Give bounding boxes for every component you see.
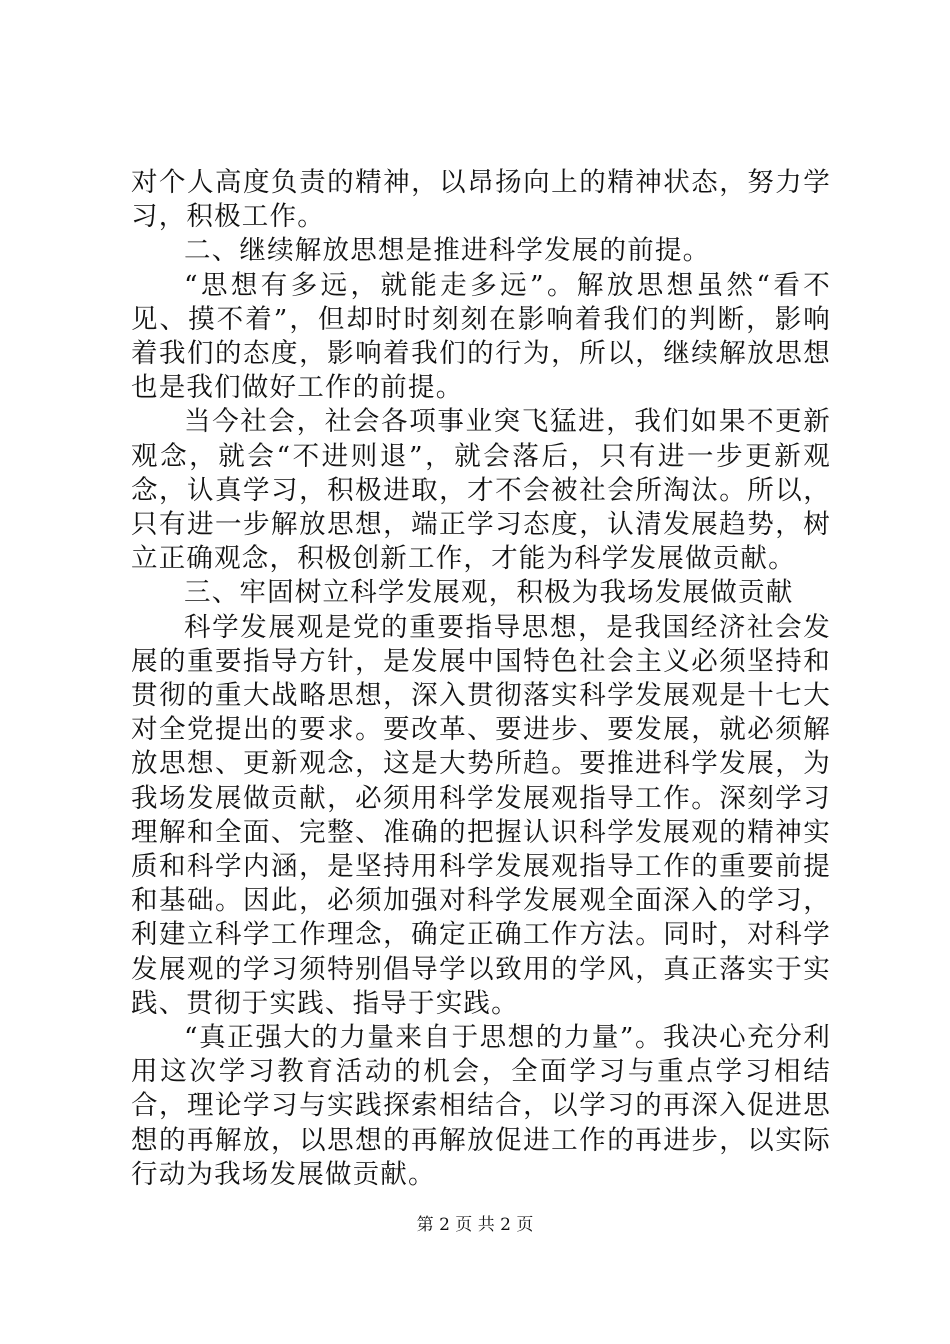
page-footer [0, 1214, 950, 1236]
section-heading-3: 三、牢固树立科学发展观，积极为我场发展做贡献 [184, 577, 794, 609]
paragraph-1: 对个人高度负责的精神，以昂扬向上的精神状态，努力学习，积极工作。 [131, 167, 831, 233]
paragraph-3: “思想有多远，就能走多远”。解放思想虽然“看不见、摸不着”，但却时时刻刻在影响着我们的判断，影响着我们的态度，影响着我们的行为，所以，继续解放思想也是我们做好工作的前提。 [131, 269, 831, 404]
document-body [131, 166, 831, 1192]
paragraph-6: 科学发展观是党的重要指导思想，是我国经济社会发展的重要指导方针，是发展中国特色社会主义必须坚持和贯彻的重大战略思想，深入贯彻落实科学发展观是十七大对全党提出的要求。要改革、要进步、要发展，就必须解放思想、更新观念，这是大势所趋。要推进科学发展，为我场发展做贡献，必须用科学发展观指导工作。深刻学习理解和全面、完整、准确的把握认识科学发展观的精神实质和科学内涵，是坚持用科学发展观指导工作的重要前提和基础。因此，必须加强对科学发展观全面深入的学习，利建立科学工作理念，确定正确工作方法。同时，对科学发展观的学习须特别倡导学以致用的学风，真正落实于实践、贯彻于实践、指导于实践。 [131, 611, 831, 1019]
paragraph-7: “真正强大的力量来自于思想的力量”。我决心充分利用这次学习教育活动的机会，全面学习与重点学习相结合，理论学习与实践探索相结合，以学习的再深入促进思想的再解放，以思想的再解放促进工作的再进步，以实际行动为我场发展做贡献。 [131, 1022, 831, 1190]
page-number-label: 第 2 页 共 2 页 [416, 1215, 534, 1235]
section-heading-2: 二、继续解放思想是推进科学发展的前提。 [184, 235, 711, 267]
paragraph-4: 当今社会，社会各项事业突飞猛进，我们如果不更新观念，就会“不进则退”，就会落后，只有进一步更新观念，认真学习，积极进取，才不会被社会所淘汰。所以，只有进一步解放思想，端正学习态度，认清发展趋势，树立正确观念，积极创新工作，才能为科学发展做贡献。 [131, 406, 831, 575]
